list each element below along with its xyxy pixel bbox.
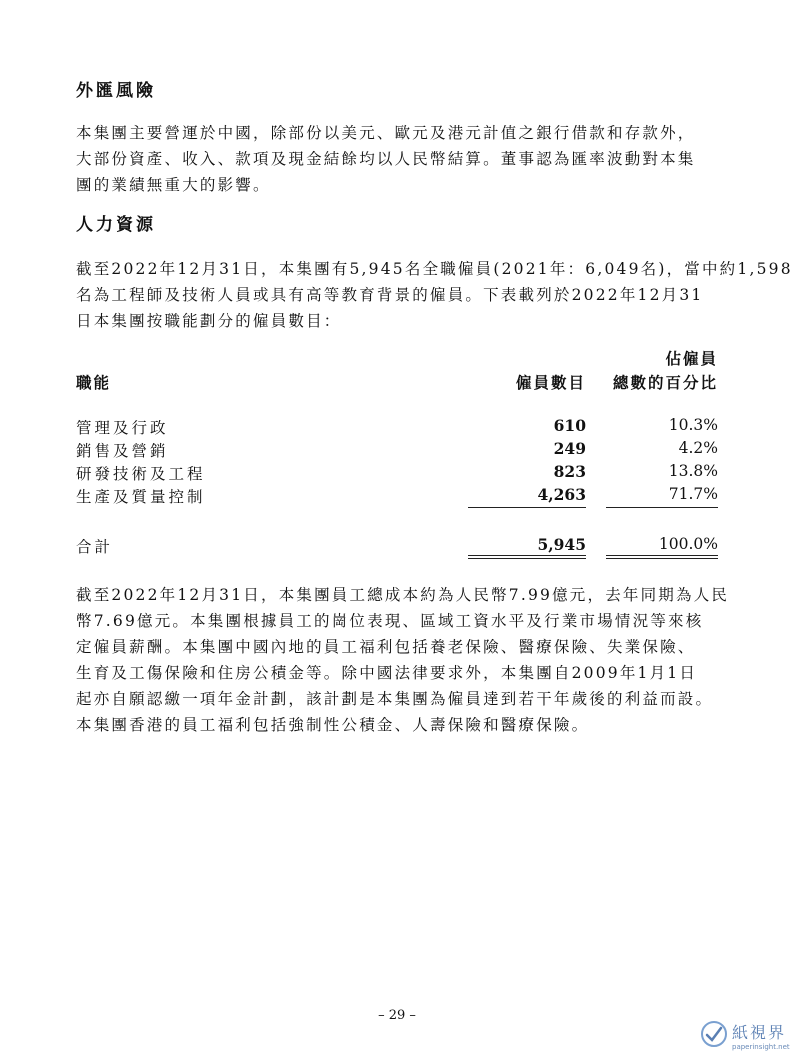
row-label: 管理及行政 bbox=[76, 419, 169, 437]
heading-fx-risk: 外匯風險 bbox=[76, 81, 156, 101]
paragraph-line: 本集團香港的員工福利包括強制性公積金、人壽保險和醫療保險。 bbox=[76, 716, 590, 734]
table-row bbox=[76, 485, 718, 507]
total-double-rule-pct bbox=[606, 558, 718, 559]
paragraph-fx-risk bbox=[76, 120, 718, 198]
row-label: 研發技術及工程 bbox=[76, 465, 206, 483]
page-number: – 29 – bbox=[378, 1008, 416, 1023]
paragraph-human-resources bbox=[76, 256, 793, 334]
paperinsight-icon bbox=[700, 1020, 728, 1048]
total-percentage: 100.0% bbox=[658, 535, 718, 553]
paragraph-line: 大部份資產、收入、款項及現金結餘均以人民幣結算。董事認為匯率波動對本集 bbox=[76, 150, 696, 168]
total-label: 合計 bbox=[76, 538, 114, 556]
paragraph-line: 本集團主要營運於中國，除部份以美元、歐元及港元計值之銀行借款和存款外， bbox=[76, 124, 696, 142]
heading-human-resources: 人力資源 bbox=[76, 215, 156, 235]
row-percentage: 4.2% bbox=[678, 439, 718, 457]
column-header-count: 僱員數目 bbox=[515, 373, 586, 392]
watermark-logo bbox=[700, 1018, 790, 1056]
row-percentage: 10.3% bbox=[668, 416, 718, 434]
total-double-rule-count bbox=[468, 558, 586, 559]
row-percentage: 13.8% bbox=[668, 462, 718, 480]
row-count: 823 bbox=[553, 462, 586, 481]
watermark-name: 紙視界 bbox=[732, 1023, 787, 1042]
paragraph-line: 團的業績無重大的影響。 bbox=[76, 176, 271, 194]
paragraph-line: 截至2022年12月31日，本集團有5,945名全職僱員(2021年：6,049名)，當中約1,598 bbox=[76, 260, 793, 278]
column-header-function: 職能 bbox=[76, 373, 112, 392]
paragraph-line: 生育及工傷保險和住房公積金等。除中國法律要求外，本集團自2009年1月1日 bbox=[76, 664, 698, 682]
column-header-pct-line1: 佔僱員 bbox=[665, 349, 718, 368]
paragraph-line: 定僱員薪酬。本集團中國內地的員工福利包括養老保險、醫療保險、失業保險、 bbox=[76, 638, 696, 656]
table-row bbox=[76, 439, 718, 461]
column-header-pct-line2: 總數的百分比 bbox=[612, 373, 718, 392]
watermark-url: paperinsight.net bbox=[732, 1043, 790, 1051]
paragraph-line: 截至2022年12月31日，本集團員工總成本約為人民幣7.99億元，去年同期為人民 bbox=[76, 586, 730, 604]
paragraph-line: 日本集團按職能劃分的僱員數目： bbox=[76, 312, 342, 330]
paragraph-line: 幣7.69億元。本集團根據員工的崗位表現、區域工資水平及行業市場情況等來核 bbox=[76, 612, 704, 630]
paragraph-line: 名為工程師及技術人員或具有高等教育背景的僱員。下表載列於2022年12月31 bbox=[76, 286, 704, 304]
table-row bbox=[76, 462, 718, 484]
row-count: 610 bbox=[553, 416, 586, 435]
row-percentage: 71.7% bbox=[668, 485, 718, 503]
table-row bbox=[76, 416, 718, 438]
total-double-rule-count bbox=[468, 555, 586, 556]
subtotal-rule-count bbox=[468, 507, 586, 508]
paragraph-staff-cost bbox=[76, 582, 730, 738]
paragraph-line: 起亦自願認繳一項年金計劃，該計劃是本集團為僱員達到若干年歲後的利益而設。 bbox=[76, 690, 714, 708]
row-label: 銷售及營銷 bbox=[76, 442, 169, 460]
total-count: 5,945 bbox=[537, 535, 586, 554]
row-count: 4,263 bbox=[537, 485, 586, 504]
subtotal-rule-pct bbox=[606, 507, 718, 508]
row-label: 生產及質量控制 bbox=[76, 488, 206, 506]
row-count: 249 bbox=[553, 439, 586, 458]
table-total-row bbox=[76, 535, 718, 557]
total-double-rule-pct bbox=[606, 555, 718, 556]
